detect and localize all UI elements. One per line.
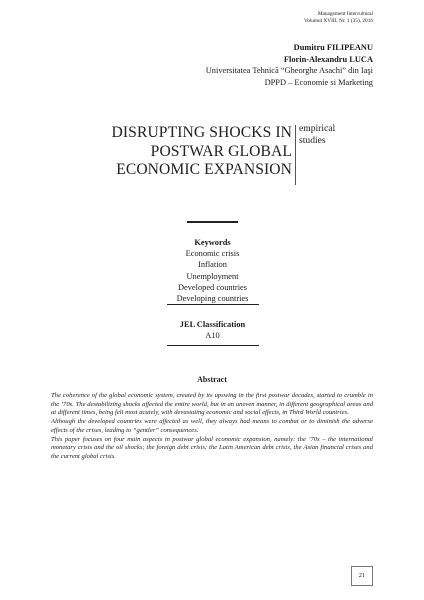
- keyword-item: Economic crisis: [185, 249, 240, 259]
- keywords-heading: Keywords: [194, 238, 231, 247]
- keyword-item: Inflation: [198, 260, 227, 270]
- title-divider: [295, 125, 296, 185]
- abstract-heading: Abstract: [197, 375, 227, 384]
- author-name: Dumitru FILIPEANU: [293, 43, 373, 52]
- keyword-item: Developed countries: [177, 282, 248, 292]
- section-rule: [187, 221, 238, 223]
- journal-volume: Volumul XVIII, Nr. 1 (35), 2016: [303, 18, 373, 24]
- jel-code: A10: [205, 331, 220, 341]
- page-number: 21: [351, 566, 373, 586]
- keyword-item: Unemployment: [186, 271, 239, 281]
- category-line: studies: [299, 135, 326, 147]
- title-line: ECONOMIC EXPANSION: [116, 161, 292, 179]
- abstract-paragraph: This paper focuses on four main aspects in postwar global economic expansion, namely: the ’70s – the international monetary crisis and the oil shocks; the foreign debt crisis; the Latin American debt crisis, the Asian financial crises and the current global crisis.: [51, 435, 373, 460]
- article-category: [299, 123, 335, 148]
- affiliation: Universitatea Tehnică “Gheorghe Asachi” din Iaşi: [205, 66, 373, 76]
- affiliation: DPPD – Economie si Marketing: [264, 77, 373, 87]
- journal-name: Management Intercultural: [317, 11, 373, 17]
- abstract-body: [51, 392, 373, 462]
- abstract-paragraph: Although the developed countries were affected as well, they always had means to combat or to diminish the adverse effects of the crises, leading to “gentler” consequences.: [51, 418, 373, 434]
- title-line: DISRUPTING SHOCKS IN: [111, 124, 292, 141]
- author-name: Florin-Alexandru LUCA: [283, 54, 373, 64]
- section-rule: [167, 304, 259, 305]
- category-line: empirical: [299, 123, 336, 134]
- keywords-section: [150, 237, 275, 304]
- jel-heading: JEL Classification: [179, 320, 246, 329]
- paper-title: [88, 124, 292, 180]
- authors-block: [206, 42, 373, 88]
- abstract-paragraph: The coherence of the global economic system, created by its upswing in the first postwar decades, started to crumble in the ’70s. The destabilizing shocks affected the entire world, but in an uneven manner, in different geographical areas and at different times, being felt most acutely, with devastating economic and social effects, in Third World countries.: [51, 392, 373, 417]
- keyword-item: Developing countries: [176, 294, 249, 304]
- jel-section: [150, 319, 275, 341]
- title-line: POSTWAR GLOBAL: [150, 142, 292, 160]
- section-rule: [167, 345, 259, 346]
